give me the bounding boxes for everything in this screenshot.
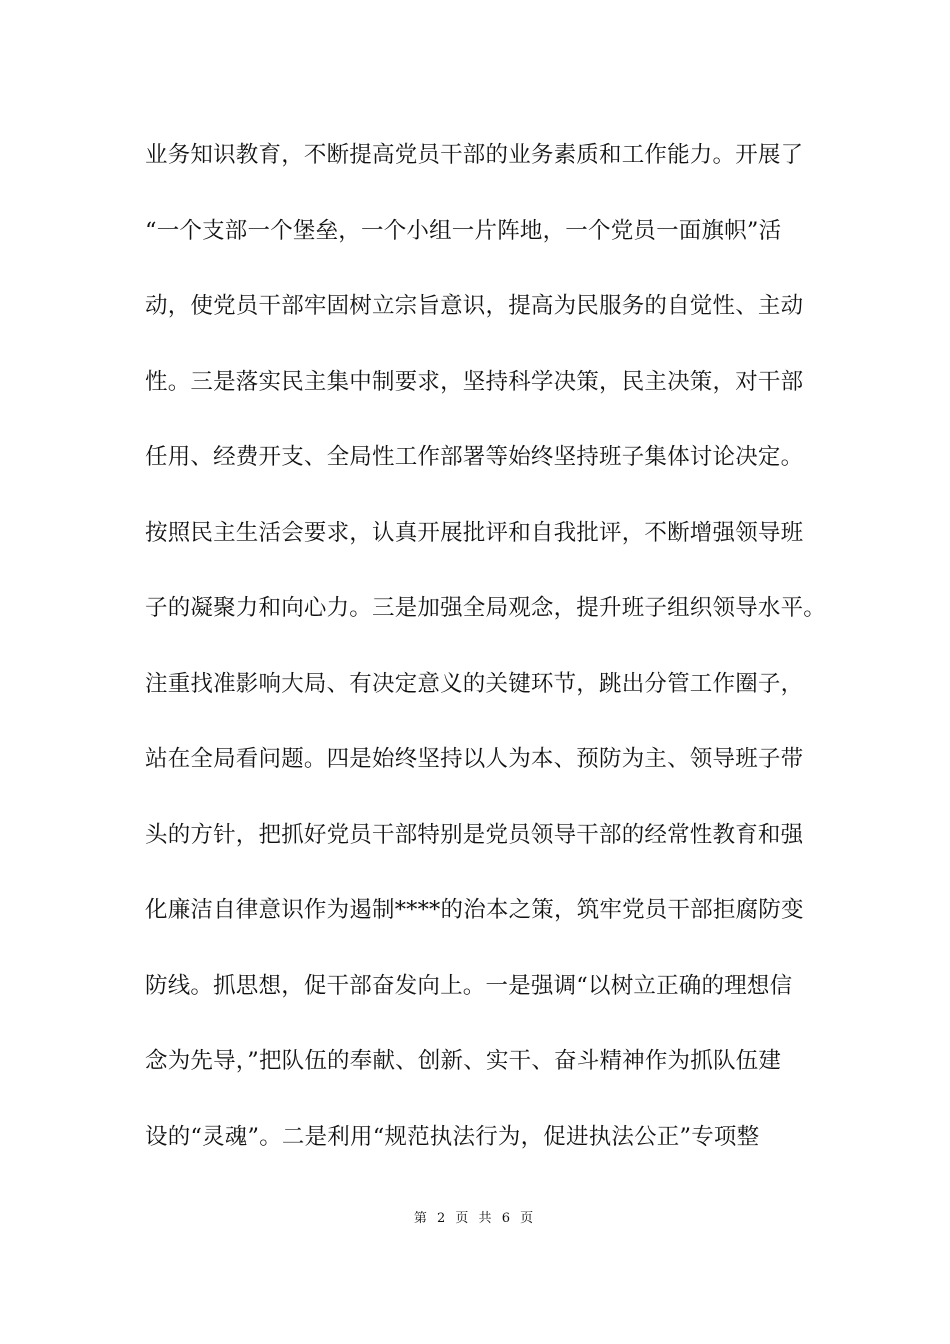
text-line: 设的“灵魂”。二是利用“规范执法行为，促进执法公正”专项整 — [145, 1123, 760, 1150]
text-line: 业务知识教育，不断提高党员干部的业务素质和工作能力。开展了 — [145, 142, 804, 168]
text-line: 任用、经费开支、全局性工作部署等始终坚持班子集体讨论决定。 — [145, 444, 804, 470]
text-line: 注重找准影响大局、有决定意义的关键环节，跳出分管工作圈子， — [145, 670, 804, 697]
body-text — [145, 132, 835, 1189]
text-line: 子的凝聚力和向心力。三是加强全局观念，提升班子组织领导水平。 — [145, 595, 827, 621]
text-line: 按照民主生活会要求，认真开展批评和自我批评，不断增强领导班 — [145, 519, 804, 546]
text-line: 动，使党员干部牢固树立宗旨意识，提高为民服务的自觉性、主动 — [145, 293, 804, 319]
text-line: 头的方针，把抓好党员干部特别是党员领导干部的经常性教育和强 — [145, 821, 804, 848]
text-line: 防线。抓思想，促干部奋发向上。一是强调“以树立正确的理想信 — [145, 972, 793, 999]
text-line: “一个支部一个堡垒，一个小组一片阵地，一个党员一面旗帜”活 — [145, 217, 782, 244]
page-number: 第 2 页 共 6 页 — [413, 1211, 537, 1226]
text-line: 站在全局看问题。四是始终坚持以人为本、预防为主、领导班子带 — [145, 746, 804, 772]
text-line: 性。三是落实民主集中制要求，坚持科学决策，民主决策，对干部 — [145, 368, 804, 395]
text-line: 化廉洁自律意识作为遏制****的治本之策，筑牢党员干部拒腐防变 — [145, 897, 804, 923]
text-line: 念为先导，”把队伍的奉献、创新、实干、奋斗精神作为抓队伍建 — [145, 1048, 782, 1074]
